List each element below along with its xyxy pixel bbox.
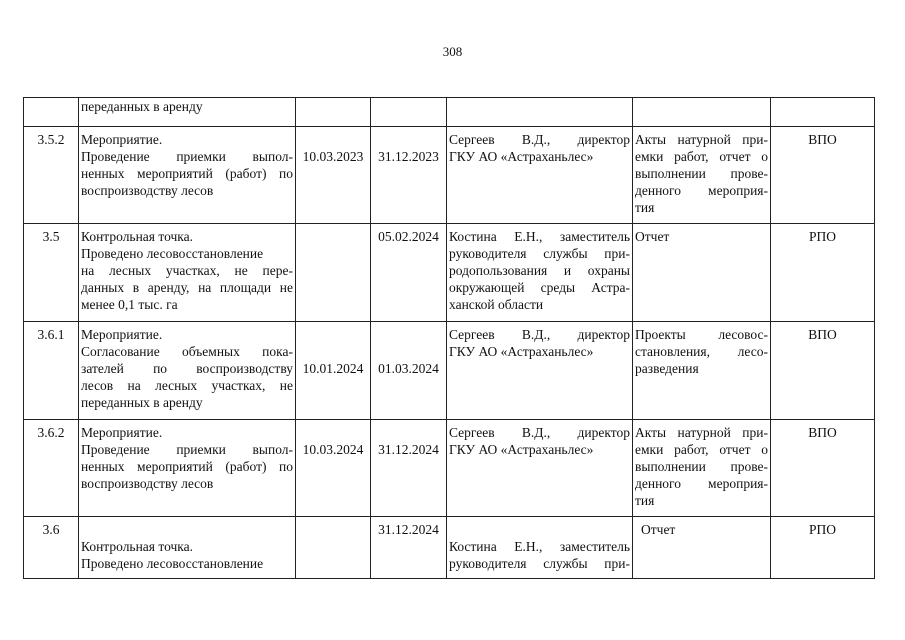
description-line: лесов на лесных участках, не [81, 378, 293, 393]
end-date: 31.12.2023 [371, 127, 447, 224]
description-line: менее 0,1 тыс. га [81, 297, 178, 312]
responsible-line: родопользования и охраны [449, 263, 630, 278]
result-line: разведения [635, 361, 699, 376]
description-line: Мероприятие. [81, 425, 163, 440]
start-date: 10.03.2023 [296, 127, 371, 224]
end-date: 31.12.2024 [371, 420, 447, 517]
result-line: Акты натурной при- [635, 425, 768, 440]
result-line: выполнении прове- [635, 166, 768, 181]
description-line: Контрольная точка. [81, 539, 194, 554]
responsible-person [447, 322, 633, 420]
result-line: Отчет [635, 229, 670, 244]
description-line: Мероприятие. [81, 132, 163, 147]
result-line: Проекты лесовос- [635, 327, 768, 342]
plan-table [23, 97, 875, 579]
control-level: РПО [771, 224, 875, 322]
item-description [79, 224, 296, 322]
control-level: ВПО [771, 420, 875, 517]
item-number: 3.5 [24, 224, 79, 322]
responsible-line: ханской области [449, 297, 544, 312]
result-line: Отчет [641, 522, 676, 537]
table-row [24, 420, 875, 517]
result-document [633, 224, 771, 322]
control-level: ВПО [771, 322, 875, 420]
result-document [633, 322, 771, 420]
result-line: тия [635, 200, 655, 215]
description-line: зателей по воспроизводству [81, 361, 293, 376]
table-row [24, 98, 875, 127]
result-document [633, 127, 771, 224]
description-line: Проведено лесовосстановление [81, 246, 264, 261]
responsible-line: ГКУ АО «Астраханьлес» [449, 344, 594, 359]
responsible-line: ГКУ АО «Астраханьлес» [449, 442, 594, 457]
responsible-line: руководителя службы при- [449, 246, 630, 261]
responsible-line: Сергеев В.Д., директор [449, 327, 630, 342]
responsible-person [447, 224, 633, 322]
end-date: 31.12.2024 [371, 517, 447, 579]
description-line: Проведено лесовосстановление [81, 556, 264, 571]
description-line: ненных мероприятий (работ) по [81, 166, 293, 181]
start-date [296, 98, 371, 127]
result-document [633, 98, 771, 127]
result-line: тия [635, 493, 655, 508]
responsible-person [447, 420, 633, 517]
description-line: воспроизводству лесов [81, 476, 214, 491]
responsible-line: Сергеев В.Д., директор [449, 132, 630, 147]
description-line: на лесных участках, не пере- [81, 263, 293, 278]
responsible-line: ГКУ АО «Астраханьлес» [449, 149, 594, 164]
table-row [24, 322, 875, 420]
result-line: становления, лесо- [635, 344, 768, 359]
description-line: Проведение приемки выпол- [81, 149, 293, 164]
item-number: 3.6.2 [24, 420, 79, 517]
page-number: 308 [442, 44, 463, 59]
responsible-line: Сергеев В.Д., директор [449, 425, 630, 440]
table-row [24, 517, 875, 579]
item-description [79, 322, 296, 420]
start-date [296, 517, 371, 579]
description-line: данных в аренду, на площади не [81, 280, 293, 295]
description-line: переданных в аренду [81, 395, 203, 410]
table-row [24, 224, 875, 322]
result-line: емки работ, отчет о [635, 149, 768, 164]
table-row [24, 127, 875, 224]
result-line: Акты натурной при- [635, 132, 768, 147]
item-description [79, 98, 296, 127]
item-description [79, 127, 296, 224]
responsible-line: руководителя службы при- [449, 556, 630, 571]
result-line: денного мероприя- [635, 183, 768, 198]
description-line: Контрольная точка. [81, 229, 194, 244]
control-level [771, 98, 875, 127]
item-number [24, 98, 79, 127]
description-line: воспроизводству лесов [81, 183, 214, 198]
result-line: денного мероприя- [635, 476, 768, 491]
start-date: 10.01.2024 [296, 322, 371, 420]
responsible-line: окружающей среды Астра- [449, 280, 630, 295]
description-line: ненных мероприятий (работ) по [81, 459, 293, 474]
responsible-person [447, 127, 633, 224]
item-number: 3.5.2 [24, 127, 79, 224]
end-date [371, 98, 447, 127]
description-line: Проведение приемки выпол- [81, 442, 293, 457]
control-level: ВПО [771, 127, 875, 224]
result-document [633, 420, 771, 517]
start-date: 10.03.2024 [296, 420, 371, 517]
control-level: РПО [771, 517, 875, 579]
item-number: 3.6.1 [24, 322, 79, 420]
item-description [79, 420, 296, 517]
start-date [296, 224, 371, 322]
responsible-person [447, 517, 633, 579]
item-number: 3.6 [24, 517, 79, 579]
result-document [633, 517, 771, 579]
end-date: 01.03.2024 [371, 322, 447, 420]
description-line: Мероприятие. [81, 327, 163, 342]
responsible-line: Костина Е.Н., заместитель [449, 539, 630, 554]
result-line: емки работ, отчет о [635, 442, 768, 457]
description-line: переданных в аренду [81, 99, 203, 114]
responsible-person [447, 98, 633, 127]
result-line: выполнении прове- [635, 459, 768, 474]
description-line: Согласование объемных пока- [81, 344, 293, 359]
end-date: 05.02.2024 [371, 224, 447, 322]
item-description [79, 517, 296, 579]
responsible-line: Костина Е.Н., заместитель [449, 229, 630, 244]
